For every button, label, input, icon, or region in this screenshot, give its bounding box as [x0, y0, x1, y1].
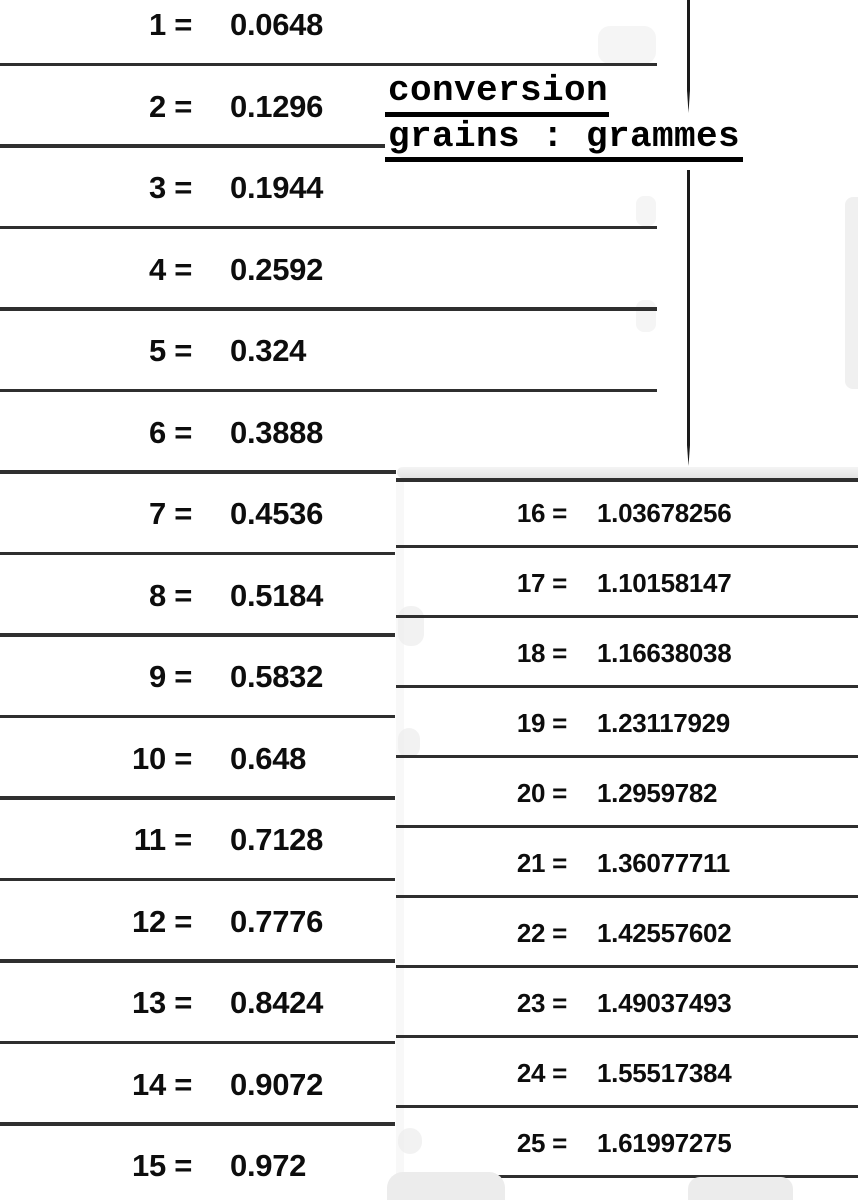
- grains-count-label: 5 =: [148, 333, 192, 369]
- title-underline: [385, 157, 743, 162]
- grammes-value: 1.23117929: [597, 707, 730, 738]
- grains-count-label: 4 =: [148, 251, 192, 287]
- conversion-row: [396, 478, 858, 548]
- grammes-value: 0.4536: [230, 496, 324, 532]
- grains-count-label: 20 =: [516, 777, 567, 808]
- conversion-row: [396, 1038, 858, 1108]
- grammes-value: 0.3888: [230, 414, 324, 450]
- grammes-value: 1.61997275: [597, 1127, 732, 1158]
- grammes-value: 0.5184: [230, 577, 324, 613]
- grammes-value: 1.03678256: [597, 497, 732, 528]
- grammes-value: 0.8424: [230, 985, 324, 1021]
- grains-count-label: 23 =: [516, 987, 567, 1018]
- grammes-value: 1.55517384: [597, 1057, 732, 1088]
- grains-count-label: 25 =: [516, 1127, 567, 1158]
- conversion-row: [396, 968, 858, 1038]
- grammes-value: 0.648: [230, 740, 307, 776]
- conversion-row: [396, 828, 858, 898]
- conversion-row: [0, 229, 658, 311]
- grains-count-label: 15 =: [132, 1148, 192, 1184]
- grammes-value: 0.5832: [230, 659, 324, 695]
- conversion-row: [396, 1108, 858, 1178]
- grains-count-label: 18 =: [516, 637, 567, 668]
- grammes-value: 1.10158147: [597, 567, 732, 598]
- grains-count-label: 22 =: [516, 917, 567, 948]
- grammes-value: 0.2592: [230, 251, 324, 287]
- grammes-value: 1.2959782: [597, 777, 718, 808]
- grains-count-label: 2 =: [148, 88, 192, 124]
- conversion-row: [396, 688, 858, 758]
- grammes-value: 0.972: [230, 1148, 307, 1184]
- scan-shadow: [688, 1177, 793, 1200]
- grammes-value: 1.16638038: [597, 637, 732, 668]
- grains-count-label: 10 =: [132, 740, 192, 776]
- grains-count-label: 8 =: [148, 577, 192, 613]
- grains-count-label: 7 =: [148, 496, 192, 532]
- grammes-value: 0.0648: [230, 7, 324, 43]
- scan-shadow: [845, 197, 858, 389]
- grains-count-label: 24 =: [516, 1057, 567, 1088]
- grains-count-label: 13 =: [132, 985, 192, 1021]
- grains-count-label: 6 =: [148, 414, 192, 450]
- grammes-value: 0.1944: [230, 170, 324, 206]
- vertical-divider-line: [687, 170, 690, 466]
- grains-count-label: 1 =: [148, 7, 192, 43]
- grains-count-label: 11 =: [133, 822, 192, 858]
- scan-shadow-band: [397, 467, 858, 478]
- grammes-value: 0.1296: [230, 88, 324, 124]
- page-title-line1: conversion: [388, 70, 609, 111]
- conversion-row: [396, 618, 858, 688]
- grains-count-label: 14 =: [132, 1066, 192, 1102]
- grains-count-label: 19 =: [516, 707, 567, 738]
- grains-count-label: 16 =: [516, 497, 567, 528]
- grammes-value: 0.9072: [230, 1066, 324, 1102]
- vertical-divider-line: [687, 0, 690, 113]
- grains-count-label: 12 =: [132, 903, 192, 939]
- page-title-line2: grains : grammes: [388, 116, 741, 157]
- conversion-row: [396, 898, 858, 968]
- conversion-row: [0, 0, 658, 66]
- scan-shadow: [387, 1172, 505, 1200]
- grammes-value: 1.49037493: [597, 987, 732, 1018]
- grammes-value: 0.7128: [230, 822, 324, 858]
- grains-count-label: 21 =: [516, 847, 567, 878]
- conversion-row: [0, 311, 658, 393]
- grammes-value: 0.7776: [230, 903, 324, 939]
- grains-count-label: 9 =: [148, 659, 192, 695]
- conversion-row: [396, 548, 858, 618]
- grammes-value: 1.36077711: [597, 847, 730, 878]
- grammes-value: 1.42557602: [597, 917, 732, 948]
- grains-count-label: 17 =: [516, 567, 567, 598]
- grains-table-16-25: [396, 478, 858, 1178]
- grammes-value: 0.324: [230, 333, 307, 369]
- conversion-row: [396, 758, 858, 828]
- grains-count-label: 3 =: [148, 170, 192, 206]
- grains-table-16-25-photo: [396, 455, 858, 1200]
